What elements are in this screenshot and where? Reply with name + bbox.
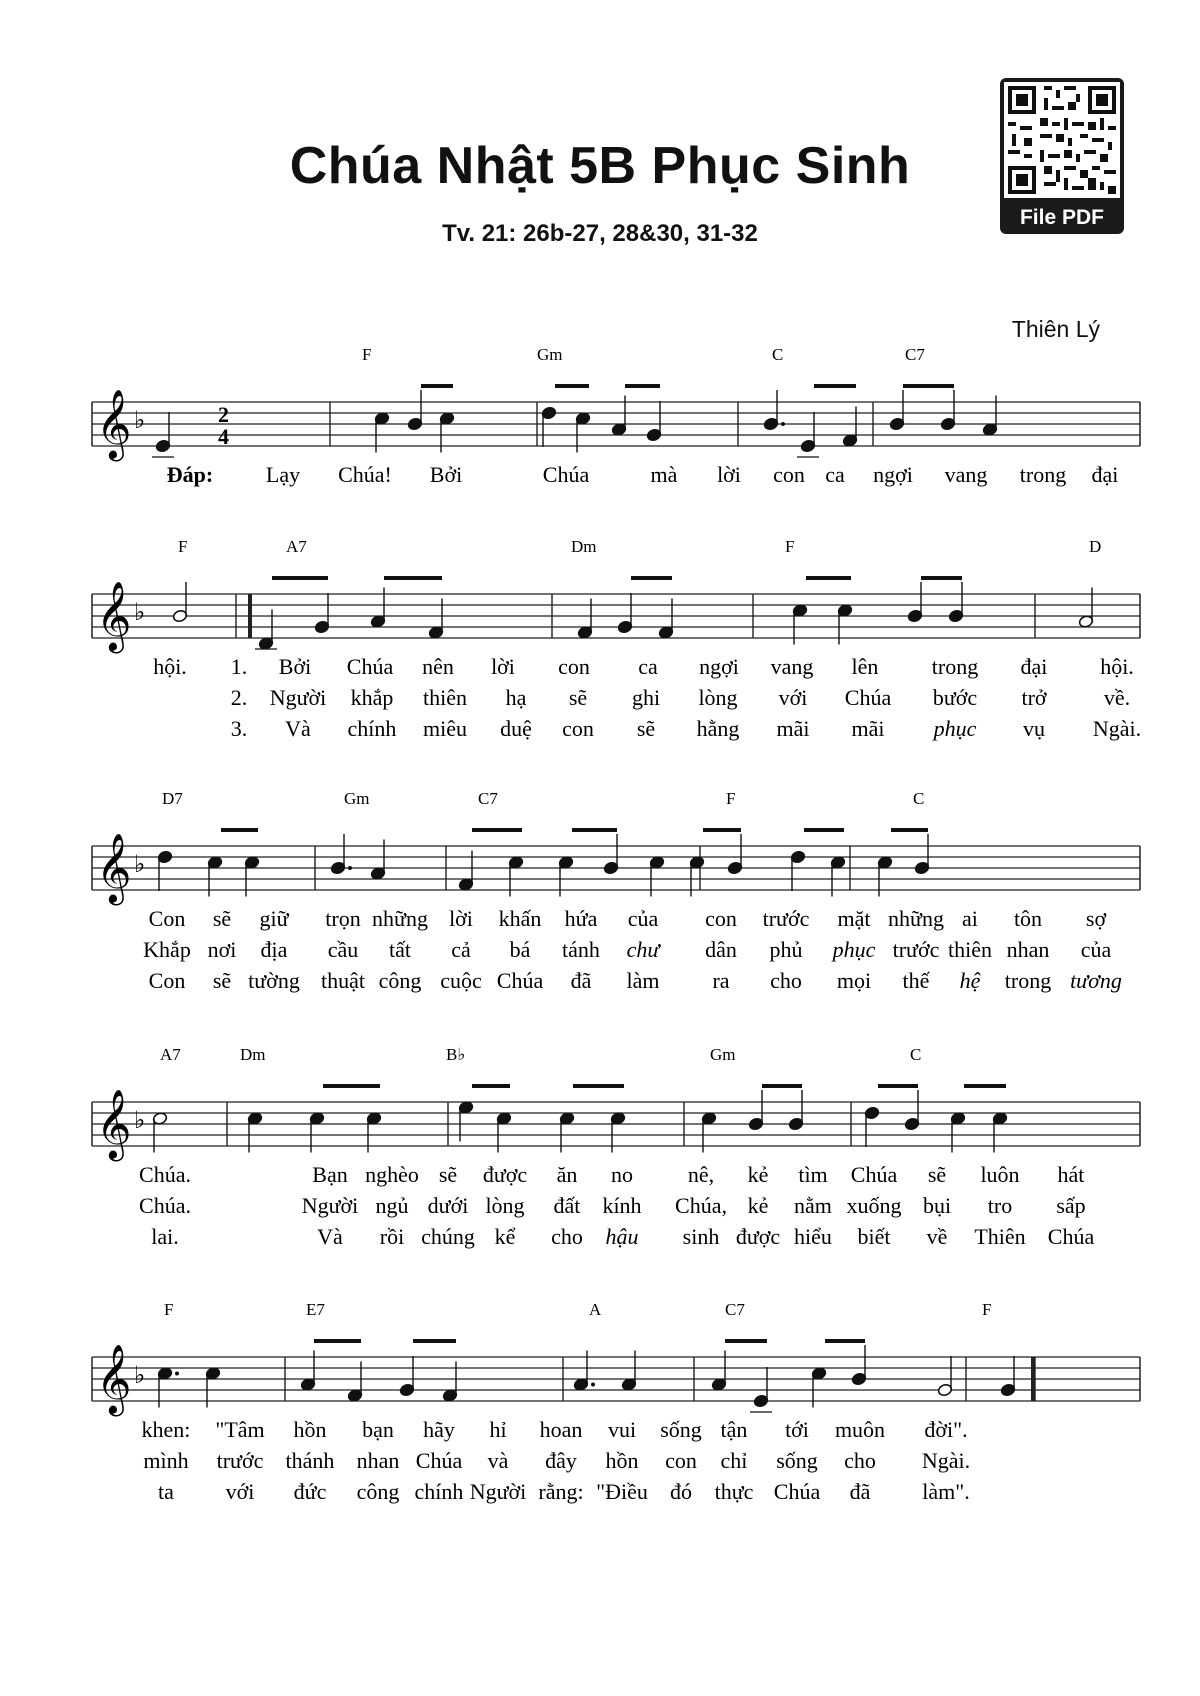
lyric-syllable: ngợi (699, 654, 739, 679)
composer-name: Thiên Lý (1011, 316, 1100, 342)
lyric-syllable: ta (158, 1479, 174, 1504)
treble-clef-icon: 𝄞 (96, 1344, 132, 1414)
lyric-syllable: làm". (922, 1479, 970, 1504)
lyric-syllable: đã (570, 968, 592, 993)
lyric-syllable: Chúa, (675, 1193, 727, 1218)
lyric-syllable: Chúa. (139, 1193, 191, 1218)
lyric-syllable: tới (785, 1417, 809, 1442)
lyric-syllable: phục (832, 937, 876, 962)
lyric-syllable: trước (216, 1448, 264, 1473)
lyric-syllable: con (558, 654, 590, 679)
lyric-syllable: vụ (1023, 716, 1045, 741)
lyric-syllable: của (1080, 937, 1112, 962)
lyric-syllable: đất (553, 1193, 581, 1218)
lyric-syllable: xuống (846, 1193, 902, 1218)
lyric-syllable: rồi (379, 1224, 405, 1249)
chord-symbol: B♭ (446, 1045, 466, 1064)
lyric-syllable: Thiên (974, 1224, 1026, 1249)
chord-symbol: Gm (537, 345, 563, 364)
lyric-syllable: ngợi (873, 462, 913, 487)
lyric-syllable: "Tâm (215, 1417, 265, 1442)
lyric-syllable: công (378, 968, 422, 993)
lyric-syllable: mãi (851, 716, 885, 741)
lyric-syllable: đời". (924, 1417, 968, 1442)
lyric-syllable: của (627, 906, 659, 931)
treble-clef-icon: 𝄞 (96, 389, 132, 459)
lyric-syllable: sấp (1056, 1193, 1086, 1218)
lyric-syllable: hội. (153, 654, 187, 679)
lyric-syllable: khấn (498, 906, 542, 931)
lyric-syllable: sẽ (438, 1162, 458, 1187)
lyric-syllable: sẽ (568, 685, 588, 710)
chord-symbol: C (913, 789, 925, 808)
lyric-syllable: đại (1091, 462, 1119, 487)
lyric-syllable: luôn (980, 1162, 1020, 1187)
lyric-syllable: nên (422, 654, 454, 679)
lyric-syllable: 2. (230, 685, 248, 710)
lyric-syllable: hạ (505, 685, 527, 710)
lyric-syllable: hứa (564, 906, 598, 931)
lyric-syllable: phủ (769, 937, 803, 962)
lyric-syllable: ra (712, 968, 730, 993)
lyric-syllable: tro (987, 1193, 1013, 1218)
lyric-syllable: nê, (687, 1162, 715, 1187)
lyric-syllable: hiểu (794, 1224, 832, 1249)
lyric-syllable: trước (762, 906, 810, 931)
note-dot (348, 866, 352, 870)
treble-clef-icon: 𝄞 (96, 581, 132, 651)
lyric-syllable: chúng (421, 1224, 475, 1249)
lyric-syllable: Ngài. (921, 1448, 971, 1473)
chord-symbol: F (982, 1300, 992, 1319)
lyric-syllable: Bạn (312, 1162, 348, 1187)
page-subtitle: Tv. 21: 26b-27, 28&30, 31-32 (442, 220, 758, 247)
lyric-syllable: lai. (151, 1224, 179, 1249)
lyric-syllable: Người (301, 1193, 359, 1218)
lyric-syllable: kẻ (747, 1162, 769, 1187)
lyric-syllable: về. (1103, 685, 1131, 710)
lyric-syllable: ăn (556, 1162, 578, 1187)
lyric-syllable: hỉ (489, 1417, 507, 1442)
lyric-syllable: sẽ (636, 716, 656, 741)
chord-symbol: D7 (162, 789, 183, 808)
lyric-syllable: nhan (1006, 937, 1050, 962)
lyric-syllable: lòng (698, 685, 738, 710)
lyric-syllable: tôn (1013, 906, 1043, 931)
lyric-syllable: kính (602, 1193, 642, 1218)
lyric-syllable: trong (1004, 968, 1052, 993)
lyric-syllable: con (773, 462, 805, 487)
lyric-syllable: đây (545, 1448, 577, 1473)
lyric-syllable: bạn (362, 1417, 394, 1442)
lyric-syllable: "Điều (596, 1479, 648, 1504)
lyric-syllable: trước (892, 937, 940, 962)
lyric-syllable: thiên (423, 685, 467, 710)
lyric-syllable: rằng: (538, 1479, 584, 1504)
lyric-syllable: bước (932, 685, 978, 710)
lyric-syllable: thuật (321, 968, 365, 993)
time-signature-top: 2 (218, 402, 229, 427)
lyric-syllable: cầu (327, 937, 359, 962)
lyric-syllable: thế (902, 968, 930, 993)
lyric-syllable: Chúa (1047, 1224, 1095, 1249)
lyric-syllable: mình (143, 1448, 189, 1473)
lyric-syllable: đại (1020, 654, 1048, 679)
lyric-syllable: thiên (948, 937, 992, 962)
lyric-syllable: hãy (423, 1417, 455, 1442)
chord-symbol: C (910, 1045, 922, 1064)
lyric-syllable: khắp (350, 685, 394, 710)
page-title: Chúa Nhật 5B Phục Sinh (289, 137, 911, 195)
lyric-syllable: chính (347, 716, 397, 741)
lyric-syllable: đã (849, 1479, 871, 1504)
chord-symbol: A (589, 1300, 602, 1319)
lyric-syllable: mặt (837, 906, 871, 931)
lyric-syllable: hệ (959, 968, 981, 993)
staff-system (92, 1045, 1140, 1249)
chord-symbol: Gm (710, 1045, 736, 1064)
lyric-syllable: sinh (682, 1224, 720, 1249)
lyric-syllable: cho (551, 1224, 583, 1249)
chord-symbol: F (785, 537, 795, 556)
staff-system (92, 1300, 1140, 1504)
flat-key-signature-icon: ♭ (134, 850, 146, 878)
lyric-syllable: những (372, 906, 428, 931)
lyric-syllable: 3. (230, 716, 248, 741)
lyric-syllable: miêu (423, 716, 467, 741)
lyric-syllable: tận (720, 1417, 748, 1442)
note-dot (781, 422, 785, 426)
lyric-syllable: biết (857, 1224, 891, 1249)
note-dot (591, 1383, 595, 1387)
lyric-syllable: Chúa (496, 968, 544, 993)
lyric-syllable: lòng (485, 1193, 525, 1218)
lyric-syllable: chư (626, 937, 660, 962)
lyric-syllable: ghi (631, 685, 661, 710)
lyric-syllable: Và (285, 716, 311, 741)
lyric-syllable: những (888, 906, 944, 931)
lyric-syllable: Chúa (415, 1448, 463, 1473)
lyric-syllable: bụi (922, 1193, 952, 1218)
lyric-syllable: ca (825, 462, 845, 487)
staff-system (92, 345, 1140, 487)
staff-system (92, 537, 1141, 741)
lyric-syllable: chỉ (720, 1448, 748, 1473)
lyric-syllable: Chúa (850, 1162, 898, 1187)
lyric-syllable: Chúa (773, 1479, 821, 1504)
lyric-syllable: con (705, 906, 737, 931)
lyric-syllable: lời (717, 462, 741, 487)
lyric-syllable: khen: (141, 1417, 191, 1442)
chord-symbol: C7 (725, 1300, 745, 1319)
lyric-syllable: bá (509, 937, 531, 962)
treble-clef-icon: 𝄞 (96, 833, 132, 903)
lyric-syllable: mọi (836, 968, 872, 993)
lyric-syllable: dân (705, 937, 737, 962)
lyric-syllable: tìm (798, 1162, 828, 1187)
lyric-syllable: vang (770, 654, 814, 679)
lyric-syllable: Chúa (346, 654, 394, 679)
lyric-syllable: cả (451, 937, 471, 962)
lyric-syllable: Chúa (844, 685, 892, 710)
lyric-syllable: Chúa. (139, 1162, 191, 1187)
chord-symbol: Dm (571, 537, 597, 556)
lyric-syllable: được (735, 1224, 781, 1249)
lyric-syllable: trong (1019, 462, 1067, 487)
lyric-syllable: làm (626, 968, 660, 993)
lyric-syllable: sống (660, 1417, 702, 1442)
lyric-syllable: sẽ (212, 968, 232, 993)
lyric-syllable: nơi (207, 937, 237, 962)
lyric-syllable: con (562, 716, 594, 741)
chord-symbol: D (1089, 537, 1102, 556)
lyric-syllable: Chúa (542, 462, 590, 487)
chord-symbol: F (178, 537, 188, 556)
lyric-syllable: kẻ (747, 1193, 769, 1218)
treble-clef-icon: 𝄞 (96, 1089, 132, 1159)
lyric-syllable: Con (148, 906, 186, 931)
lyric-syllable: Bởi (429, 462, 463, 487)
lyric-syllable: phục (933, 716, 977, 741)
lyric-syllable: thánh (285, 1448, 335, 1473)
lyric-syllable: đức (293, 1479, 327, 1504)
chord-symbol: C (772, 345, 784, 364)
staff-system (92, 789, 1140, 993)
lyric-syllable: tánh (562, 937, 600, 962)
chord-symbol: Gm (344, 789, 370, 808)
lyric-syllable: Đáp: (166, 462, 214, 487)
lyric-syllable: vang (944, 462, 988, 487)
lyric-syllable: hằng (696, 716, 740, 741)
lyric-syllable: công (356, 1479, 400, 1504)
lyric-syllable: hồn (293, 1417, 327, 1442)
lyric-syllable: với (225, 1479, 255, 1504)
lyric-syllable: vui (607, 1417, 637, 1442)
lyric-syllable: cuộc (440, 968, 482, 993)
lyric-syllable: đó (670, 1479, 692, 1504)
lyric-syllable: thực (714, 1479, 754, 1504)
lyric-syllable: duệ (500, 716, 532, 741)
time-signature-bottom: 4 (218, 424, 229, 449)
qr-file-pdf-label: File PDF (1019, 206, 1104, 229)
lyric-syllable: Người (469, 1479, 527, 1504)
lyric-syllable: trọn (325, 906, 361, 931)
lyric-syllable: được (482, 1162, 528, 1187)
flat-key-signature-icon: ♭ (134, 1106, 146, 1134)
chord-symbol: F (726, 789, 736, 808)
lyric-syllable: trở (1021, 685, 1047, 710)
lyric-syllable: hồn (605, 1448, 639, 1473)
lyric-syllable: Chúa! (338, 462, 392, 487)
lyric-syllable: nghèo (365, 1162, 419, 1187)
chord-symbol: C7 (478, 789, 498, 808)
lyric-syllable: dưới (427, 1193, 469, 1218)
lyric-syllable: tường (248, 968, 300, 993)
lyric-syllable: lên (851, 654, 879, 679)
lyric-syllable: Người (269, 685, 327, 710)
chord-symbol: A7 (160, 1045, 181, 1064)
lyric-syllable: ai (962, 906, 978, 931)
flat-key-signature-icon: ♭ (134, 598, 146, 626)
lyric-syllable: Khắp (143, 937, 191, 962)
lyric-syllable: con (665, 1448, 697, 1473)
lyric-syllable: 1. (230, 654, 248, 679)
lyric-syllable: nằm (794, 1193, 832, 1218)
lyric-syllable: hậu (605, 1224, 639, 1249)
chord-symbol: C7 (905, 345, 925, 364)
lyric-syllable: Lạy (265, 462, 301, 487)
lyric-syllable: và (487, 1448, 509, 1473)
lyric-syllable: trong (931, 654, 979, 679)
lyric-syllable: cho (770, 968, 802, 993)
note-dot (175, 1372, 179, 1376)
flat-key-signature-icon: ♭ (134, 406, 146, 434)
flat-key-signature-icon: ♭ (134, 1361, 146, 1389)
chord-symbol: F (164, 1300, 174, 1319)
lyric-syllable: sợ (1085, 906, 1107, 931)
lyric-syllable: địa (260, 937, 288, 962)
lyric-syllable: với (778, 685, 808, 710)
chord-symbol: Dm (240, 1045, 266, 1064)
lyric-syllable: mà (650, 462, 678, 487)
chord-symbol: E7 (306, 1300, 325, 1319)
lyric-syllable: Ngài. (1092, 716, 1142, 741)
lyric-syllable: sẽ (212, 906, 232, 931)
lyric-syllable: lời (449, 906, 473, 931)
lyric-syllable: ngủ (375, 1193, 409, 1218)
lyric-syllable: lời (491, 654, 515, 679)
lyric-syllable: no (611, 1162, 633, 1187)
lyric-syllable: chính (414, 1479, 464, 1504)
lyric-syllable: cho (844, 1448, 876, 1473)
chord-symbol: F (362, 345, 372, 364)
lyric-syllable: ca (638, 654, 658, 679)
lyric-syllable: Bởi (278, 654, 312, 679)
lyric-syllable: Và (317, 1224, 343, 1249)
lyric-syllable: giữ (259, 906, 289, 931)
lyric-syllable: mãi (776, 716, 810, 741)
lyric-syllable: về (926, 1224, 948, 1249)
lyric-syllable: hát (1057, 1162, 1085, 1187)
lyric-syllable: sẽ (927, 1162, 947, 1187)
lyric-syllable: tất (389, 937, 411, 962)
lyric-syllable: tương (1070, 968, 1122, 993)
chord-symbol: A7 (286, 537, 307, 556)
lyric-syllable: nhan (356, 1448, 400, 1473)
lyric-syllable: muôn (834, 1417, 886, 1442)
lyric-syllable: sống (776, 1448, 818, 1473)
lyric-syllable: kể (494, 1224, 516, 1249)
lyric-syllable: hội. (1100, 654, 1134, 679)
lyric-syllable: hoan (539, 1417, 583, 1442)
lyric-syllable: Con (148, 968, 186, 993)
